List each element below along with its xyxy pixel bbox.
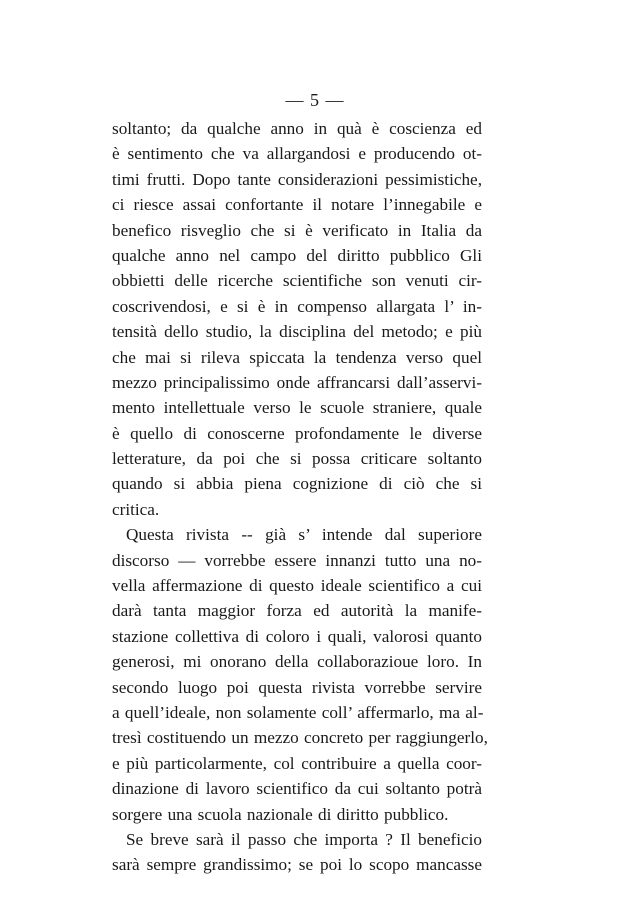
text-line: critica.	[112, 499, 160, 519]
text-line: vella affermazione di questo ideale scientifico a cui	[112, 576, 482, 596]
text-line: è quello di conoscerne profondamente le diverse	[112, 423, 482, 443]
text-line: stazione collettiva di coloro i quali, valorosi quanto	[112, 626, 482, 646]
body-text	[112, 116, 488, 878]
text-line: che mai si rileva spiccata la tendenza verso quel	[112, 347, 482, 367]
text-line: soltanto; da qualche anno in quà è coscienza ed	[112, 119, 482, 138]
text-line: benefico risveglio che si è verificato in Italia da	[112, 220, 482, 240]
text-line: tensità dello studio, la disciplina del metodo; e più	[112, 322, 482, 342]
text-line: a quell’ideale, non solamente coll’ affermarlo, ma al-	[112, 702, 484, 722]
text-line: qualche anno nel campo del diritto pubblico Gli	[112, 245, 482, 265]
text-line: letterature, da poi che si possa criticare soltanto	[112, 449, 482, 469]
text-line: darà tanta maggior forza ed autorità la manife-	[112, 601, 482, 621]
text-line: Questa rivista -- già s’ intende dal superiore	[126, 525, 482, 545]
text-line: generosi, mi onorano della collaborazioue loro. In	[112, 652, 482, 672]
text-line: dinazione di lavoro scientifico da cui soltanto potrà	[112, 779, 482, 799]
text-line: quando si abbia piena cognizione di ciò che si	[112, 474, 482, 494]
text-line: discorso — vorrebbe essere innanzi tutto una no-	[112, 550, 482, 570]
page-number: — 5 —	[285, 90, 345, 110]
text-line: secondo luogo poi questa rivista vorrebbe servire	[112, 677, 482, 697]
text-line: sarà sempre grandissimo; se poi lo scopo mancasse	[112, 855, 482, 875]
text-line: mezzo principalissimo onde affrancarsi dall’asservi-	[112, 372, 482, 392]
text-line: tresì costituendo un mezzo concreto per raggiungerlo,	[112, 728, 488, 748]
text-line: sorgere una scuola nazionale di diritto pubblico.	[112, 804, 449, 824]
text-line: timi frutti. Dopo tante considerazioni pessimistiche,	[112, 169, 482, 189]
text-line: è sentimento che va allargandosi e producendo ot-	[112, 144, 482, 164]
text-line: ci riesce assai confortante il notare l’innegabile e	[112, 195, 482, 215]
text-line: mento intellettuale verso le scuole straniere, quale	[112, 398, 482, 418]
text-line: e più particolarmente, col contribuire a quella coor-	[112, 753, 482, 773]
text-line: obbietti delle ricerche scientifiche son venuti cir-	[112, 271, 482, 291]
text-line: Se breve sarà il passo che importa ? Il beneficio	[126, 829, 482, 849]
text-line: coscrivendosi, e si è in compenso allargata l’ in-	[112, 296, 482, 316]
